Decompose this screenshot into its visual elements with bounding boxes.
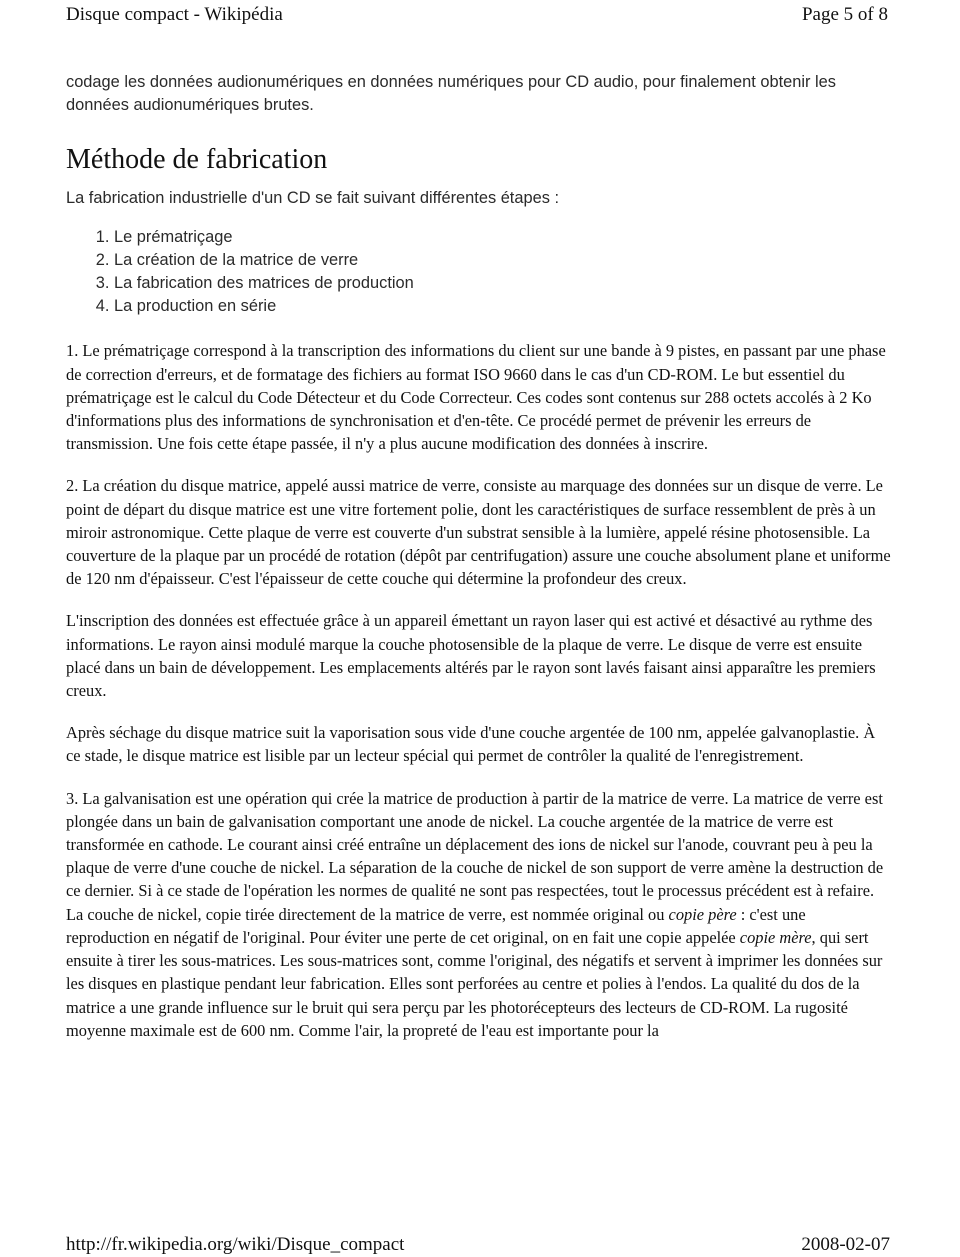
header-title: Disque compact - Wikipédia [66, 4, 283, 25]
section-heading: Méthode de fabrication [66, 144, 328, 176]
list-item: 2. La création de la matrice de verre [114, 249, 892, 272]
paragraph-sechage: Après séchage du disque matrice suit la vaporisation sous vide d'une couche argentée de 100 nm, appelée galvanoplastie. À ce stade, le disque matrice est lisible par un lecteur spécial qui permet de contrôler la qualité de l'enregistrement. [66, 723, 876, 766]
paragraph-inscription: L'inscription des données est effectuée grâce à un appareil émettant un rayon laser qui est activé et désactivé au rythme des informations. Le rayon ainsi modulé marque la couche photosensible de la plaque de verre. Le disque de verre est ensuite placé dans un bain de développement. Les emplacements altérés par le rayon sont lavés faisant ainsi apparaître les premiers creux. [66, 611, 876, 701]
paragraph-prematricage: 1. Le prématriçage correspond à la transcription des informations du client sur une bande à 9 pistes, en passant par une phase de correction d'erreurs, et de formatage des fichiers au format ISO 9660 dans le cas d'un CD-ROM. Le but essentiel du prématriçage est le calcul du Code Détecteur et du Code Correcteur. Ces codes sont contenus sur 288 octets accolés à 2 Ko d'informations plus des informations de synchronisation et d'en-tête. Ce procédé permet de prévenir les erreurs de transmission. Une fois cette étape passée, il n'y a plus aucune modification des données à inscrire. [66, 341, 886, 454]
footer-url: http://fr.wikipedia.org/wiki/Disque_compact [66, 1234, 405, 1255]
paragraph-galvanisation: 3. La galvanisation est une opération qui crée la matrice de production à partir de la matrice de verre. La matrice de verre est plongée dans un bain de galvanisation comportant une anode de nickel. La couche argentée de la matrice de verre est transformée en cathode. Le courant ainsi créé entraîne un déplacement des ions de nickel sur l'anode, couvrant peu à peu la plaque de verre d'une couche de nickel. La séparation de la couche de nickel de son support de verre amène la destruction de ce dernier. Si à ce stade de l'opération les normes de qualité ne sont pas respectées, tout le processus précédent est à refaire. La couche de nickel, copie tirée directement de la matrice de verre, est nommée original ou copie père : c'est une reproduction en négatif de l'original. Pour éviter une perte de cet original, on en fait une copie appelée copie mère, qui sert ensuite à tirer les sous-matrices. Les sous-matrices sont, comme l'original, des négatifs et servent à imprimer les données sur les disques en plastique pendant leur fabrication. Elles sont perforées au centre et polies à l'endos. La qualité du dos de la matrice a une grande influence sur le bruit qui sera perçu par les photorécepteurs des lecteurs de CD-ROM. La rugosité moyenne maximale est de 600 nm. Comme l'air, la propreté de l'eau est importante pour la [66, 788, 884, 1040]
list-item: 3. La fabrication des matrices de production [114, 272, 892, 295]
header-page-number: Page 5 of 8 [801, 4, 888, 25]
intro-paragraph: La fabrication industrielle d'un CD se fait suivant différentes étapes : [66, 189, 560, 208]
term-copie-mere: copie mère [739, 927, 812, 947]
continuation-paragraph: codage les données audionumériques en données numériques pour CD audio, pour finalement obtenir les données audionumériques brutes. [66, 73, 836, 115]
paragraph-matrice-verre: 2. La création du disque matrice, appelé aussi matrice de verre, consiste au marquage des données sur un disque de verre. Le point de départ du disque matrice est une vitre fortement polie, dont les caractéristiques de surface ressemblent de près à un miroir astronomique. Cette plaque de verre est couverte d'un substrat sensible à la lumière, appelé résine photosensible. La couverture de la plaque par un procédé de rotation (dépôt par centrifugation) assure une couche absolument plane et uniforme de 120 nm d'épaisseur. C'est l'épaisseur de cette couche qui détermine la profondeur des creux. [66, 476, 891, 589]
list-item: 4. La production en série [114, 295, 892, 318]
footer-date: 2008-02-07 [801, 1234, 890, 1255]
term-copie-pere: copie père [668, 904, 737, 924]
article-body [66, 71, 892, 1042]
list-item: 1. Le prématriçage [114, 226, 892, 249]
steps-list [66, 226, 892, 319]
